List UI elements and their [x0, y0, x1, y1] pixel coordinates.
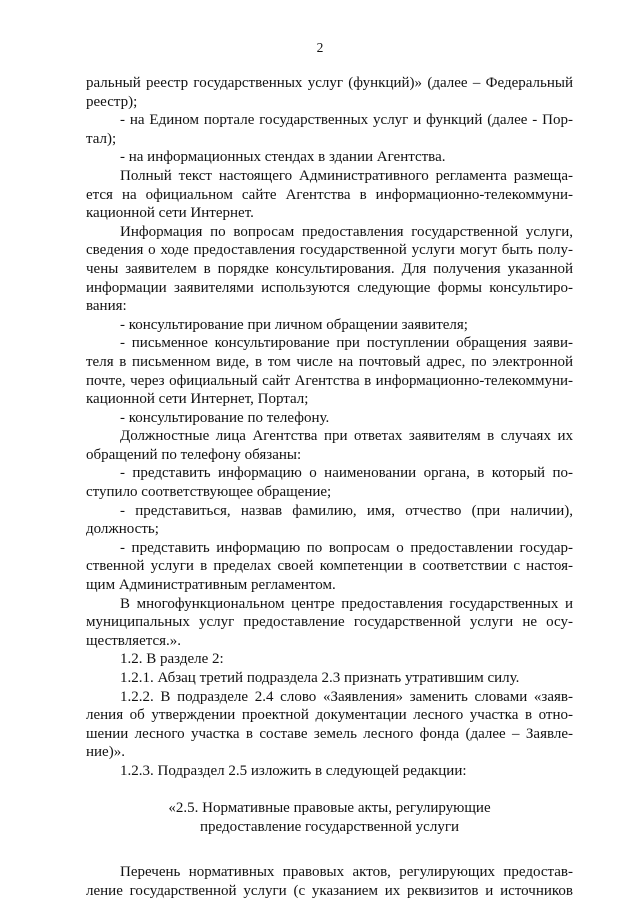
- text-line: Должностные лица Агентства при ответах заявителям в случаях их: [120, 428, 573, 445]
- text-line: 1.2.3. Подраздел 2.5 изложить в следующей редакции:: [120, 762, 467, 779]
- spacer: [86, 781, 573, 800]
- text-line: - на информационных стендах в здании Агентства.: [120, 149, 446, 166]
- spacer: [86, 836, 573, 855]
- text-line: ление государственной услуги (с указанием их реквизитов и источников: [86, 882, 573, 899]
- document-body: [86, 74, 573, 900]
- text-line: ральный реестр государственных услуг (функций)» (далее – Федеральный: [86, 75, 573, 91]
- section-heading-line: «2.5. Нормативные правовые акты, регулирующие: [168, 800, 491, 817]
- text-line: - письменное консультирование при поступлении обращения заяви-: [120, 335, 573, 352]
- text-line: ственной услуги в пределах своей компетенции в соответствии с настоя-: [86, 558, 573, 575]
- text-line: Перечень нормативных правовых актов, регулирующих предостав-: [120, 863, 573, 880]
- text-line: шении лесного участка в составе земель лесного фонда (далее – Заявле-: [86, 725, 573, 742]
- section-heading: [86, 799, 573, 836]
- text-line: ние)».: [86, 744, 125, 761]
- text-line: кационной сети Интернет.: [86, 205, 254, 222]
- text-line: - представить информацию о наименовании органа, в который по-: [120, 465, 573, 482]
- text-line: - представить информацию по вопросам о предоставлении государ-: [120, 539, 573, 556]
- tail-paragraph: [86, 863, 573, 900]
- body-paragraphs: [86, 74, 573, 781]
- section-heading-line: предоставление государственной услуги: [199, 818, 459, 835]
- spacer: [86, 855, 573, 863]
- text-line: ществляется.».: [86, 632, 182, 649]
- text-line: вания:: [86, 298, 127, 315]
- text-line: ления об утверждении проектной документации лесного участка в отно-: [86, 707, 573, 724]
- text-line: ется на официальном сайте Агентства в информационно-телекоммуни-: [86, 186, 573, 203]
- text-line: щим Административным регламентом.: [86, 577, 336, 594]
- text-line: - представиться, назвав фамилию, имя, отчество (при наличии),: [120, 502, 573, 519]
- text-line: Информация по вопросам предоставления государственной услуги,: [120, 223, 573, 240]
- text-line: - на Едином портале государственных услуг и функций (далее - Пор-: [120, 112, 573, 129]
- text-line: В многофункциональном центре предоставления государственных и: [120, 595, 573, 612]
- text-line: почте, через официальный сайт Агентства в информационно-телекоммуни-: [86, 372, 573, 389]
- text-line: должность;: [86, 521, 159, 538]
- text-line: - консультирование по телефону.: [120, 409, 330, 426]
- page-number: 2: [316, 40, 324, 55]
- text-line: 1.2.2. В подразделе 2.4 слово «Заявления» заменить словами «заяв-: [120, 688, 573, 705]
- text-line: 1.2.1. Абзац третий подраздела 2.3 признать утратившим силу.: [120, 670, 520, 686]
- text-line: реестр);: [86, 93, 138, 110]
- text-line: чены заявителем в порядке консультирования. Для получения указанной: [86, 260, 573, 277]
- text-line: сведения о ходе предоставления государственной услуги могут быть полу-: [86, 242, 573, 259]
- text-line: информации заявителями используются следующие формы консультиро-: [86, 279, 573, 296]
- text-line: - консультирование при личном обращении заявителя;: [120, 316, 468, 333]
- text-line: теля в письменном виде, в том числе на почтовый адрес, по электронной: [86, 353, 573, 370]
- text-line: муниципальных услуг предоставление государственной услуги не осу-: [86, 614, 573, 631]
- text-line: обращений по телефону обязаны:: [86, 446, 302, 463]
- text-line: тал);: [86, 130, 117, 147]
- text-line: 1.2. В разделе 2:: [120, 651, 224, 668]
- text-line: Полный текст настоящего Административного регламента размеща-: [120, 167, 573, 184]
- text-line: ступило соответствующее обращение;: [86, 484, 332, 501]
- text-line: кационной сети Интернет, Портал;: [86, 391, 309, 408]
